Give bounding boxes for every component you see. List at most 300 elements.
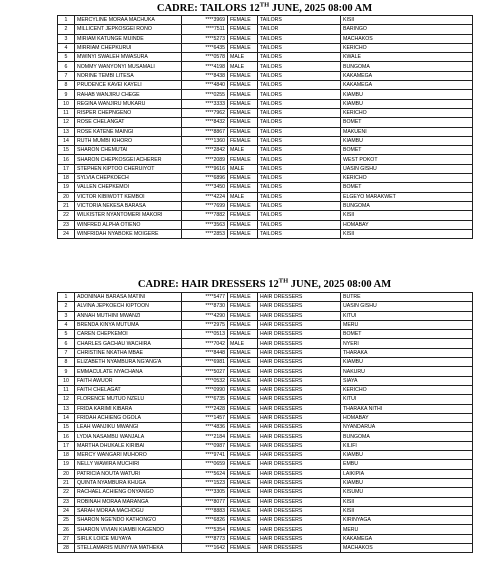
id-number-cell: ****7962 xyxy=(182,108,228,117)
table-row xyxy=(58,516,473,525)
gender-cell: FEMALE xyxy=(228,118,258,127)
county-cell: UASIN GISHU xyxy=(341,164,473,173)
table-row xyxy=(58,385,473,394)
row-number-cell: 17 xyxy=(58,441,75,450)
id-number-cell: ****0578 xyxy=(182,53,228,62)
county-cell: KISII xyxy=(341,211,473,220)
table-row xyxy=(58,90,473,99)
full-name-cell: FAITH CHELAGAT xyxy=(75,385,182,394)
row-number-cell: 3 xyxy=(58,311,75,320)
table-row xyxy=(58,460,473,469)
row-number-cell: 10 xyxy=(58,376,75,385)
id-number-cell: ****4290 xyxy=(182,311,228,320)
county-cell: HOMABAY xyxy=(341,220,473,229)
row-number-cell: 4 xyxy=(58,320,75,329)
row-number-cell: 15 xyxy=(58,146,75,155)
cadre-cell: HAIR DRESSERS xyxy=(258,339,341,348)
table-row xyxy=(58,488,473,497)
id-number-cell: ****6896 xyxy=(182,174,228,183)
county-cell: NYERI xyxy=(341,339,473,348)
gender-cell: FEMALE xyxy=(228,432,258,441)
table-row xyxy=(58,192,473,201)
full-name-cell: ELIZABETH NYAMBURA NG'ANG'A xyxy=(75,358,182,367)
table-row xyxy=(58,478,473,487)
hair-dressers-section-title xyxy=(57,278,472,291)
cadre-cell: TAILORS xyxy=(258,34,341,43)
table-row xyxy=(58,43,473,52)
cadre-cell: TAILORS xyxy=(258,90,341,99)
full-name-cell: SHARON VIVIAN KIAMBI KAGENDO xyxy=(75,525,182,534)
county-cell: THARAKA xyxy=(341,348,473,357)
table-row xyxy=(58,99,473,108)
county-cell: KAKAMEGA xyxy=(341,71,473,80)
county-cell: NAKURU xyxy=(341,367,473,376)
cadre-cell: HAIR DRESSERS xyxy=(258,423,341,432)
row-number-cell: 5 xyxy=(58,330,75,339)
full-name-cell: ROSE KATENE MAINGI xyxy=(75,127,182,136)
gender-cell: FEMALE xyxy=(228,330,258,339)
cadre-cell: TAILORS xyxy=(258,16,341,25)
full-name-cell: RISPER CHEPNGENO xyxy=(75,108,182,117)
id-number-cell: ****7882 xyxy=(182,211,228,220)
county-cell: KISII xyxy=(341,497,473,506)
row-number-cell: 15 xyxy=(58,423,75,432)
full-name-cell: WINFRIDAH NYABOKE MOIGERE xyxy=(75,229,182,238)
row-number-cell: 16 xyxy=(58,155,75,164)
table-row xyxy=(58,53,473,62)
gender-cell: FEMALE xyxy=(228,413,258,422)
id-number-cell: ****6826 xyxy=(182,516,228,525)
county-cell: THARAKA NITHI xyxy=(341,404,473,413)
id-number-cell: ****6435 xyxy=(182,43,228,52)
row-number-cell: 20 xyxy=(58,469,75,478)
cadre-cell: TAILORS xyxy=(258,174,341,183)
gender-cell: FEMALE xyxy=(228,367,258,376)
gender-cell: MALE xyxy=(228,192,258,201)
table-row xyxy=(58,339,473,348)
id-number-cell: ****4224 xyxy=(182,192,228,201)
full-name-cell: FRIDAH ACHIENG OGOLA xyxy=(75,413,182,422)
gender-cell: FEMALE xyxy=(228,385,258,394)
gender-cell: FEMALE xyxy=(228,99,258,108)
gender-cell: FEMALE xyxy=(228,423,258,432)
row-number-cell: 2 xyxy=(58,302,75,311)
table-row xyxy=(58,62,473,71)
table-row xyxy=(58,376,473,385)
full-name-cell: VICTORIA NEKESA BARASA xyxy=(75,201,182,210)
id-number-cell: ****3450 xyxy=(182,183,228,192)
id-number-cell: ****0659 xyxy=(182,460,228,469)
id-number-cell: ****8730 xyxy=(182,302,228,311)
table-row xyxy=(58,183,473,192)
id-number-cell: ****8432 xyxy=(182,118,228,127)
full-name-cell: PATRICIA NOUTA WATURI xyxy=(75,469,182,478)
full-name-cell: ALVINA JEPKOECH KIPTOON xyxy=(75,302,182,311)
table-row xyxy=(58,34,473,43)
full-name-cell: WILKISTER NYANTOMERI MAKORI xyxy=(75,211,182,220)
row-number-cell: 1 xyxy=(58,16,75,25)
table-row xyxy=(58,146,473,155)
cadre-cell: HAIR DRESSERS xyxy=(258,320,341,329)
hair-dressers-title-sup: TH xyxy=(278,277,289,285)
row-number-cell: 12 xyxy=(58,395,75,404)
id-number-cell: ****1457 xyxy=(182,413,228,422)
gender-cell: MALE xyxy=(228,339,258,348)
full-name-cell: MARTHA DHUKALE KIRIBAI xyxy=(75,441,182,450)
county-cell: BUNGOMA xyxy=(341,62,473,71)
table-row xyxy=(58,164,473,173)
county-cell: MACHAKOS xyxy=(341,544,473,553)
gender-cell: FEMALE xyxy=(228,441,258,450)
id-number-cell: ****5273 xyxy=(182,34,228,43)
county-cell: KIRINYAGA xyxy=(341,516,473,525)
county-cell: HOMABAY xyxy=(341,413,473,422)
county-cell: WEST POKOT xyxy=(341,155,473,164)
row-number-cell: 19 xyxy=(58,183,75,192)
table-row xyxy=(58,201,473,210)
county-cell: BOMET xyxy=(341,183,473,192)
table-row xyxy=(58,506,473,515)
full-name-cell: SHARON NGE'NDO KATHONG'O xyxy=(75,516,182,525)
full-name-cell: ROBINAH MORAA MARANGA xyxy=(75,497,182,506)
cadre-cell: TAILORS xyxy=(258,81,341,90)
row-number-cell: 14 xyxy=(58,136,75,145)
id-number-cell: ****8773 xyxy=(182,534,228,543)
cadre-cell: HAIR DRESSERS xyxy=(258,469,341,478)
gender-cell: FEMALE xyxy=(228,211,258,220)
gender-cell: FEMALE xyxy=(228,404,258,413)
cadre-cell: TAILORS xyxy=(258,118,341,127)
row-number-cell: 24 xyxy=(58,506,75,515)
id-number-cell: ****4198 xyxy=(182,62,228,71)
county-cell: BARINGO xyxy=(341,25,473,34)
full-name-cell: STEPHEN KIPTOO CHERUIYOT xyxy=(75,164,182,173)
id-number-cell: ****2842 xyxy=(182,146,228,155)
full-name-cell: SIRLK LOICE MUYAYA xyxy=(75,534,182,543)
id-number-cell: ****6735 xyxy=(182,395,228,404)
county-cell: UASIN GISHU xyxy=(341,302,473,311)
row-number-cell: 26 xyxy=(58,525,75,534)
id-number-cell: ****0987 xyxy=(182,441,228,450)
table-row xyxy=(58,413,473,422)
gender-cell: FEMALE xyxy=(228,469,258,478)
cadre-cell: TAILORS xyxy=(258,136,341,145)
full-name-cell: SYLVIA CHEPKOECH xyxy=(75,174,182,183)
full-name-cell: SHARON CHEPKOSGEI ACHERER xyxy=(75,155,182,164)
county-cell: MAKUENI xyxy=(341,127,473,136)
cadre-cell: HAIR DRESSERS xyxy=(258,488,341,497)
cadre-cell: HAIR DRESSERS xyxy=(258,516,341,525)
id-number-cell: ****1360 xyxy=(182,136,228,145)
full-name-cell: ROSE CHELANGAT xyxy=(75,118,182,127)
gender-cell: FEMALE xyxy=(228,302,258,311)
hair-dressers-title-main: CADRE: HAIR DRESSERS 12 xyxy=(137,279,279,290)
full-name-cell: MILLICENT JEPKOSGEI RONO xyxy=(75,25,182,34)
cadre-cell: HAIR DRESSERS xyxy=(258,497,341,506)
cadre-cell: HAIR DRESSERS xyxy=(258,395,341,404)
row-number-cell: 18 xyxy=(58,174,75,183)
full-name-cell: ADONINAH BARASA MATINI xyxy=(75,293,182,302)
cadre-cell: TAILORS xyxy=(258,220,341,229)
id-number-cell: ****3305 xyxy=(182,488,228,497)
id-number-cell: ****6981 xyxy=(182,358,228,367)
table-row xyxy=(58,127,473,136)
row-number-cell: 10 xyxy=(58,99,75,108)
cadre-cell: HAIR DRESSERS xyxy=(258,404,341,413)
table-row xyxy=(58,155,473,164)
id-number-cell: ****9616 xyxy=(182,164,228,173)
row-number-cell: 7 xyxy=(58,348,75,357)
gender-cell: FEMALE xyxy=(228,320,258,329)
id-number-cell: ****0513 xyxy=(182,330,228,339)
row-number-cell: 13 xyxy=(58,127,75,136)
cadre-cell: HAIR DRESSERS xyxy=(258,441,341,450)
full-name-cell: CHRISTINE NKATHA MBAE xyxy=(75,348,182,357)
county-cell: KERICHO xyxy=(341,174,473,183)
gender-cell: FEMALE xyxy=(228,174,258,183)
row-number-cell: 9 xyxy=(58,367,75,376)
gender-cell: FEMALE xyxy=(228,395,258,404)
id-number-cell: ****3969 xyxy=(182,16,228,25)
gender-cell: FEMALE xyxy=(228,25,258,34)
id-number-cell: ****5477 xyxy=(182,293,228,302)
cadre-cell: HAIR DRESSERS xyxy=(258,385,341,394)
county-cell: KIAMBU xyxy=(341,99,473,108)
id-number-cell: ****8448 xyxy=(182,348,228,357)
cadre-cell: TAILORS xyxy=(258,108,341,117)
id-number-cell: ****1642 xyxy=(182,544,228,553)
county-cell: KAKAMEGA xyxy=(341,534,473,543)
cadre-cell: TAILORS xyxy=(258,127,341,136)
full-name-cell: QUINTA NYAMBURA KHUGA xyxy=(75,478,182,487)
table-row xyxy=(58,211,473,220)
county-cell: NYANDARUA xyxy=(341,423,473,432)
gender-cell: FEMALE xyxy=(228,81,258,90)
cadre-cell: TAILORS xyxy=(258,71,341,80)
id-number-cell: ****5027 xyxy=(182,367,228,376)
table-row xyxy=(58,544,473,553)
full-name-cell: BRENDA KINYA MUTUMA xyxy=(75,320,182,329)
gender-cell: FEMALE xyxy=(228,71,258,80)
gender-cell: FEMALE xyxy=(228,220,258,229)
cadre-cell: TAILORS xyxy=(258,146,341,155)
table-row xyxy=(58,497,473,506)
county-cell: MACHAKOS xyxy=(341,34,473,43)
row-number-cell: 14 xyxy=(58,413,75,422)
cadre-cell: HAIR DRESSERS xyxy=(258,506,341,515)
cadre-cell: TAILORS xyxy=(258,201,341,210)
county-cell: KWALE xyxy=(341,53,473,62)
cadre-cell: HAIR DRESSERS xyxy=(258,544,341,553)
county-cell: KISII xyxy=(341,229,473,238)
county-cell: KERICHO xyxy=(341,385,473,394)
cadre-cell: TAILORS xyxy=(258,229,341,238)
gender-cell: MALE xyxy=(228,53,258,62)
county-cell: KAKAMEGA xyxy=(341,81,473,90)
county-cell: KILIFI xyxy=(341,441,473,450)
table-row xyxy=(58,367,473,376)
gender-cell: FEMALE xyxy=(228,90,258,99)
table-row xyxy=(58,525,473,534)
cadre-cell: HAIR DRESSERS xyxy=(258,311,341,320)
row-number-cell: 20 xyxy=(58,192,75,201)
row-number-cell: 17 xyxy=(58,164,75,173)
row-number-cell: 22 xyxy=(58,211,75,220)
full-name-cell: NORINE TEMBI LITESA xyxy=(75,71,182,80)
row-number-cell: 22 xyxy=(58,488,75,497)
full-name-cell: RUTH MUMBI KIHORO xyxy=(75,136,182,145)
row-number-cell: 28 xyxy=(58,544,75,553)
county-cell: BUNGOMA xyxy=(341,432,473,441)
cadre-cell: TAILORS xyxy=(258,155,341,164)
full-name-cell: FRIDA KARIMI KIBARA xyxy=(75,404,182,413)
full-name-cell: RAHAB WANJIRU CHEGE xyxy=(75,90,182,99)
id-number-cell: ****0255 xyxy=(182,90,228,99)
row-number-cell: 1 xyxy=(58,293,75,302)
full-name-cell: PRUDENCE KAVEI KAYELI xyxy=(75,81,182,90)
table-row xyxy=(58,311,473,320)
full-name-cell: LEAH WANJIKU MWANGI xyxy=(75,423,182,432)
county-cell: KERICHO xyxy=(341,108,473,117)
county-cell: BUNGOMA xyxy=(341,201,473,210)
gender-cell: MALE xyxy=(228,164,258,173)
row-number-cell: 24 xyxy=(58,229,75,238)
full-name-cell: MERCYLINE MORAA MACHUKA xyxy=(75,16,182,25)
cadre-cell: HAIR DRESSERS xyxy=(258,413,341,422)
gender-cell: FEMALE xyxy=(228,525,258,534)
tailors-title-rest: JUNE, 2025 08:00 AM xyxy=(269,3,373,14)
hair-dressers-title-rest: JUNE, 2025 08:00 AM xyxy=(288,279,392,290)
row-number-cell: 9 xyxy=(58,90,75,99)
id-number-cell: ****4836 xyxy=(182,423,228,432)
table-row xyxy=(58,229,473,238)
cadre-cell: TAILORS xyxy=(258,53,341,62)
gender-cell: FEMALE xyxy=(228,108,258,117)
county-cell: KERICHO xyxy=(341,43,473,52)
row-number-cell: 18 xyxy=(58,451,75,460)
table-row xyxy=(58,469,473,478)
gender-cell: FEMALE xyxy=(228,460,258,469)
cadre-cell: HAIR DRESSERS xyxy=(258,525,341,534)
full-name-cell: FLORENCE MUTUO NZELU xyxy=(75,395,182,404)
county-cell: BUTRE xyxy=(341,293,473,302)
county-cell: BOMET xyxy=(341,118,473,127)
gender-cell: FEMALE xyxy=(228,451,258,460)
cadre-cell: HAIR DRESSERS xyxy=(258,330,341,339)
county-cell: KISUMU xyxy=(341,488,473,497)
id-number-cell: ****8883 xyxy=(182,506,228,515)
cadre-cell: HAIR DRESSERS xyxy=(258,534,341,543)
id-number-cell: ****7511 xyxy=(182,25,228,34)
full-name-cell: MIRRIAM CHEPKURUI xyxy=(75,43,182,52)
id-number-cell: ****3333 xyxy=(182,99,228,108)
cadre-cell: TAILORS xyxy=(258,192,341,201)
full-name-cell: STELLAMARIS MUNYIVA MATHEKA xyxy=(75,544,182,553)
full-name-cell: ANNAH MUTHINI MWANZI xyxy=(75,311,182,320)
gender-cell: FEMALE xyxy=(228,136,258,145)
row-number-cell: 23 xyxy=(58,497,75,506)
county-cell: KITUI xyxy=(341,395,473,404)
full-name-cell: CHARLES GACHAU WACHIRA xyxy=(75,339,182,348)
row-number-cell: 7 xyxy=(58,71,75,80)
cadre-cell: TAILORS xyxy=(258,211,341,220)
row-number-cell: 2 xyxy=(58,25,75,34)
cadre-cell: HAIR DRESSERS xyxy=(258,432,341,441)
id-number-cell: ****2089 xyxy=(182,155,228,164)
cadre-cell: TAILOR xyxy=(258,25,341,34)
id-number-cell: ****2184 xyxy=(182,432,228,441)
gender-cell: FEMALE xyxy=(228,516,258,525)
full-name-cell: SHARON CHEMUTAI xyxy=(75,146,182,155)
table-row xyxy=(58,432,473,441)
full-name-cell: VALLEN CHEPKEMOI xyxy=(75,183,182,192)
gender-cell: FEMALE xyxy=(228,488,258,497)
gender-cell: FEMALE xyxy=(228,497,258,506)
table-row xyxy=(58,320,473,329)
id-number-cell: ****2975 xyxy=(182,320,228,329)
row-number-cell: 8 xyxy=(58,81,75,90)
tailors-section-title xyxy=(57,2,472,15)
table-row xyxy=(58,25,473,34)
id-number-cell: ****3563 xyxy=(182,220,228,229)
cadre-cell: HAIR DRESSERS xyxy=(258,376,341,385)
county-cell: BOMET xyxy=(341,330,473,339)
row-number-cell: 25 xyxy=(58,516,75,525)
gender-cell: FEMALE xyxy=(228,43,258,52)
row-number-cell: 11 xyxy=(58,385,75,394)
id-number-cell: ****2428 xyxy=(182,404,228,413)
gender-cell: FEMALE xyxy=(228,358,258,367)
id-number-cell: ****2853 xyxy=(182,229,228,238)
full-name-cell: RACHAEL ACHIENG ONYANGO xyxy=(75,488,182,497)
full-name-cell: EMMACULATE NYACHANA xyxy=(75,367,182,376)
county-cell: KITUI xyxy=(341,311,473,320)
cadre-cell: HAIR DRESSERS xyxy=(258,478,341,487)
gender-cell: FEMALE xyxy=(228,478,258,487)
row-number-cell: 27 xyxy=(58,534,75,543)
gender-cell: FEMALE xyxy=(228,348,258,357)
cadre-cell: HAIR DRESSERS xyxy=(258,367,341,376)
id-number-cell: ****1523 xyxy=(182,478,228,487)
id-number-cell: ****4840 xyxy=(182,81,228,90)
county-cell: ELGEYO MARAKWET xyxy=(341,192,473,201)
row-number-cell: 6 xyxy=(58,62,75,71)
county-cell: SIAYA xyxy=(341,376,473,385)
county-cell: KIAMBU xyxy=(341,90,473,99)
county-cell: KISII xyxy=(341,16,473,25)
tailors-table xyxy=(57,15,473,239)
cadre-cell: HAIR DRESSERS xyxy=(258,293,341,302)
id-number-cell: ****8077 xyxy=(182,497,228,506)
row-number-cell: 11 xyxy=(58,108,75,117)
table-row xyxy=(58,534,473,543)
county-cell: KIAMBU xyxy=(341,478,473,487)
table-row xyxy=(58,451,473,460)
gender-cell: FEMALE xyxy=(228,34,258,43)
cadre-cell: TAILORS xyxy=(258,99,341,108)
gender-cell: FEMALE xyxy=(228,534,258,543)
full-name-cell: FAITH AWUOR xyxy=(75,376,182,385)
full-name-cell: VICTOR KIBIWOTT KEMBOI xyxy=(75,192,182,201)
county-cell: KISII xyxy=(341,506,473,515)
table-row xyxy=(58,330,473,339)
full-name-cell: NOMMY WANYONYI MUSAMALI xyxy=(75,62,182,71)
full-name-cell: LYDIA NASAMBU WANJALA xyxy=(75,432,182,441)
gender-cell: FEMALE xyxy=(228,506,258,515)
id-number-cell: ****0990 xyxy=(182,385,228,394)
row-number-cell: 21 xyxy=(58,201,75,210)
row-number-cell: 21 xyxy=(58,478,75,487)
